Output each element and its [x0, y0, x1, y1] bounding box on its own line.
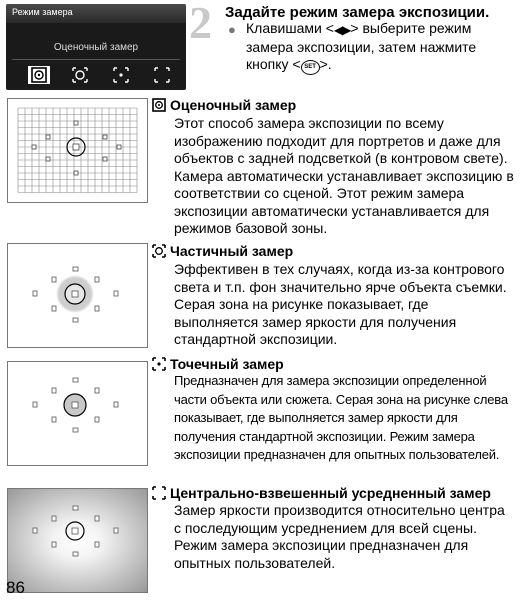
section-body-center-weighted: Замер яркости производится относительно центра с последующим усреднением для всей сцены. Режим замера экспозиции предназначен для опытных пользователей.	[174, 502, 505, 571]
section-title-evaluative	[152, 97, 296, 115]
section-body-partial: Эффективен в тех случаях, когда из-за контрового света и т.п. фон значительно ярче объекта съемки. Серая зона на рисунке показывает, где выполняется замер яркости для получения стандартной экспозиции.	[174, 261, 507, 347]
step-number: 2	[189, 0, 212, 48]
step-text-after: >.	[319, 56, 332, 72]
center-weighted-metering-diagram	[7, 488, 148, 593]
lcd-spot-metering-icon[interactable]	[110, 66, 132, 84]
page-number: 86	[6, 578, 25, 597]
lcd-title-bar	[6, 4, 186, 23]
lcd-partial-metering-icon[interactable]	[69, 66, 91, 84]
evaluative-metering-icon	[152, 98, 166, 115]
camera-lcd-menu	[6, 4, 186, 90]
spot-metering-diagram	[7, 361, 148, 466]
spot-graphic	[8, 362, 147, 465]
center-weighted-metering-icon	[152, 486, 166, 503]
lcd-evaluative-metering-icon[interactable]	[28, 66, 50, 84]
section-body-spot: Предназначен для замера экспозиции определенной части объекта или сюжета. Серая зона на рисунке слева показывает, где выполняется замер яркости для получения стандартной экспозиции. Режим замера экспозиции предназначен для опытных пользователей.	[174, 373, 508, 462]
center-weighted-title-text: Центрально-взвешенный усредненный замер	[170, 485, 491, 501]
step-instructions	[246, 20, 516, 75]
evaluative-grid-graphic	[8, 99, 147, 202]
step-text-mid: > выберите режим замера экспозиции, затем нажмите кнопку <	[246, 20, 477, 72]
lcd-current-mode: Оценочный замер	[53, 42, 139, 53]
set-button-icon: SET	[301, 60, 320, 75]
lcd-divider	[12, 59, 180, 60]
section-title-center-weighted	[152, 485, 491, 503]
spot-title-text: Точечный замер	[170, 356, 284, 372]
lcd-center-weighted-metering-icon[interactable]	[151, 66, 173, 84]
lcd-title: Режим замера	[12, 7, 73, 17]
center-weighted-graphic	[8, 489, 147, 592]
spot-metering-icon	[152, 357, 166, 374]
section-body-evaluative: Этот способ замера экспозиции по всему изображению подходит для портретов и даже для объектов с задней подсветкой (в контровом свете). Камера автоматически устанавливает экспозицию в соответствии со сценой. Этот режим замера экспозиции автоматически устанавливается для режимов базовой зоны.	[174, 115, 514, 236]
partial-metering-icon	[152, 244, 166, 261]
partial-title-text: Частичный замер	[170, 243, 294, 259]
partial-metering-diagram	[7, 243, 148, 348]
bullet-icon: ●	[228, 22, 236, 37]
step-title: Задайте режим замера экспозиции.	[225, 4, 490, 21]
partial-graphic	[8, 244, 147, 347]
evaluative-title-text: Оценочный замер	[170, 97, 297, 113]
step-text-before: Клавишами <	[246, 20, 334, 36]
evaluative-metering-diagram	[7, 98, 148, 203]
section-title-partial	[152, 243, 293, 261]
left-right-arrows-icon: ◀▶	[333, 23, 351, 37]
